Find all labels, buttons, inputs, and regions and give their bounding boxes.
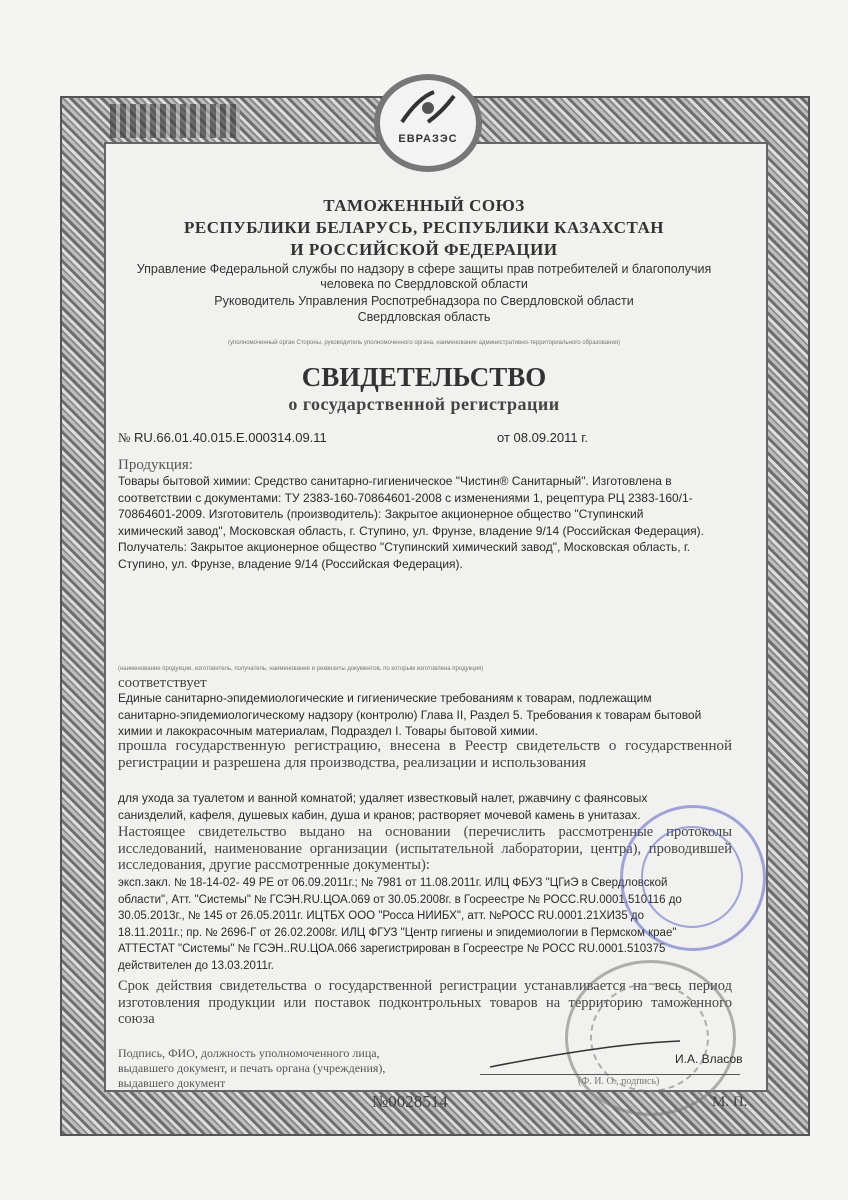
blue-seal-stamp [620,805,766,951]
usage-scope [118,790,738,823]
signature-caption: (Ф. И. О., подпись) [578,1076,660,1087]
basis-line: АТТЕСТАТ "Системы" № ГСЭН..RU.ЦОА.066 зарегистрирован в Госреестре № РОСС RU.0001.510375 [118,943,666,955]
union-line-1: ТАМОЖЕННЫЙ СОЮЗ [323,196,525,215]
requirement-line: Единые санитарно-эпидемиологические и гигиенические требованиям к товарам, подлежащим [118,691,652,705]
product-line: Получатель: Закрытое акционерное общество "Ступинский химический завод", Московская область, г. [118,540,691,554]
authority-line-2: человека по Свердловской области [320,277,528,291]
basis-line: действителен до 13.03.2011г. [118,959,274,972]
basis-line: эксп.закл. № 18-14-02- 49 РЕ от 06.09.2011г.; № 7981 от 11.08.2011г. ИЛЦ ФБУЗ "ЦГиЭ в Свердловской [118,877,668,889]
product-label: Продукция: [118,457,193,473]
conformity-label: соответствует [118,675,207,691]
registration-number [118,430,327,446]
union-line-3: И РОССИЙСКОЙ ФЕДЕРАЦИИ [290,240,558,259]
basis-line: 18.11.2011г.; пр. № 2696-Г от 26.02.2008г. ИЛЦ ФГУЗ "Центр гигиены и эпидемиологии в Пермском крае" [118,926,677,939]
number-sign: № [118,430,131,445]
seal-placeholder: М. П. [712,1094,748,1110]
product-line: Товары бытовой химии: Средство санитарно-гигиеническое "Чистин® Санитарный". Изготовлена в [118,474,672,488]
requirement-line: химии и лакокрасочным материалам, Подраздел I. Товары бытовой химии. [118,724,538,738]
signature-label-line: выдавшего документ [118,1076,226,1090]
logo-text: ЕВРАЗЭС [398,133,458,145]
form-number: №0028514 [372,1092,448,1111]
registration-number-value: RU.66.01.40.015.E.000314.09.11 [134,430,327,445]
authority-note: (уполномоченный орган Стороны, руководитель уполномоченного органа, наименование административно-территориального образования) [227,340,621,346]
date-value: 08.09.2011 г. [513,430,589,445]
signature-line [480,1074,740,1075]
signature-label [118,1046,385,1091]
requirement-line: санитарно-эпидемиологическому надзору (контролю) Глава II, Раздел 5. Требования к товарам бытовой [118,707,702,722]
validity-statement: Срок действия свидетельства о государственной регистрации устанавливается на весь период изготовления продукции или поставок подконтрольных товаров на территорию таможенного союза [118,978,732,1027]
signature-scribble [490,1035,690,1075]
authority-line-1: Управление Федеральной службы по надзору в сфере защиты прав потребителей и благополучия [136,262,712,276]
eurasec-emblem-icon [398,88,458,128]
ornament-band [110,104,240,138]
product-line: соответствии с документами: ТУ 2383-160-70864601-2008 с изменениями 1, рецептура РЦ 2383-160/1- [118,490,693,505]
basis-line: области", Атт. "Системы" № ГСЭН.RU.ЦОА.069 от 30.05.2008г. в Госреестре № РОСС.RU.0001.510116 до [118,893,682,906]
basis-statement: Настоящее свидетельство выдано на основании (перечислить рассмотренные протоколы исследований, наименование организации (испытательной лаборатории, центра), проводившей исследования, другие рассмотренные документы): [118,824,732,873]
usage-line: для ухода за туалетом и ванной комнатой; удаляет известковый налет, ржавчину с фаянсовых [118,791,648,805]
product-line: 70864601-2009. Изготовитель (производитель): Закрытое акционерное общество "Ступинский [118,507,644,521]
product-note: (наименование продукции, изготовитель, получатель, наименование и реквизиты документов, по которым изготовлена продукция) [118,666,484,672]
date-prefix: от [497,430,510,445]
basis-line: 30.05.2013г., № 145 от 26.05.2011г. ИЦТБХ ООО "Росса НИИБХ", атт. №РОСС RU.0001.21ХИ35 до [118,910,645,922]
product-description [118,473,738,572]
usage-line: санизделий, кафеля, душевых кабин, душа и кранов; растворяет мочевой камень в унитазах. [118,807,641,822]
authority-line-4: Свердловская область [357,310,491,324]
document-subtitle: о государственной регистрации [288,394,560,414]
signatory-name: И.А. Власов [675,1052,743,1066]
registration-statement: прошла государственную регистрацию, внесена в Реестр свидетельств о государственной регистрации и разрешена для производства, реализации и использования [118,738,732,771]
authority-line-3: Руководитель Управления Роспотребнадзора по Свердловской области [214,294,634,308]
document-title: СВИДЕТЕЛЬСТВО [301,362,547,392]
signature-label-line: выдавшего документ, и печать органа (учреждения), [118,1061,386,1075]
registration-date [497,430,588,445]
union-line-2: РЕСПУБЛИКИ БЕЛАРУСЬ, РЕСПУБЛИКИ КАЗАХСТАН [184,218,664,237]
product-line: Ступино, ул. Фрунзе, владение 9/14 (Российская Федерация). [118,556,463,571]
signature-label-line: Подпись, ФИО, должность уполномоченного лица, [118,1046,380,1060]
eurasec-logo [374,74,482,172]
product-line: химический завод", Московская область, г. Ступино, ул. Фрунзе, владение 9/14 (Российская Федерация). [118,523,705,538]
conformity-requirements [118,690,738,740]
